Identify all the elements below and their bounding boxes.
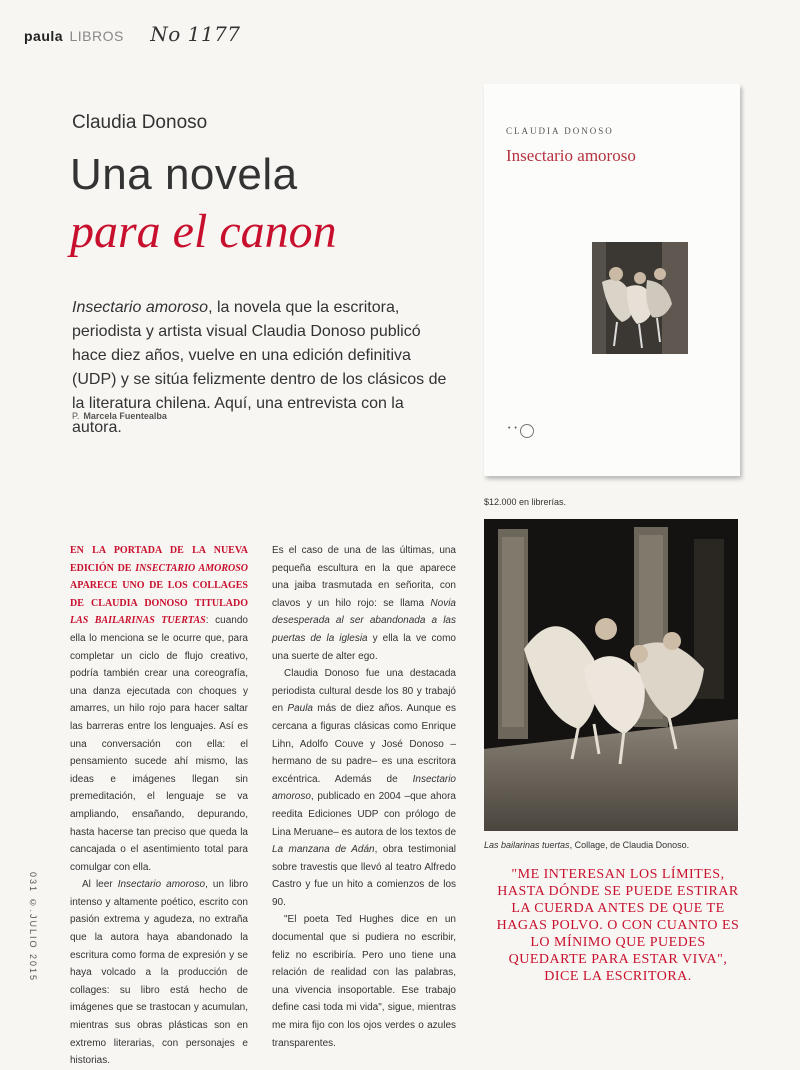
lead-in-caps: EN LA PORTADA DE LA NUEVA EDICIÓN DE INSECTARIO AMOROSO APARECE UNO DE LOS COLLAGES DE CLAUDIA DONOSO TITULADO LAS BAILARINAS TUERTAS [70, 545, 248, 627]
page-number-date: 031 ©.JULIO 2015 [28, 872, 38, 983]
body-paragraph: Claudia Donoso fue una destacada periodista cultural desde los 80 y trabajó en Paula más de diez años. Aunque es cercana a figuras clásicas como Enrique Lihn, Adolfo Couve y José Donoso –hermano de su padre– es una escritora excéntrica. Además de Insectario amoroso, publicado en 2004 –que ahora reedita Ediciones UDP con prólogo de Lina Meruane– es autora de los textos de La manzana de Adán, obra testimonial sobre travestis que llevó al teatro Alfredo Castro y fue un hito a comienzos de los 90. [272, 668, 457, 908]
byline-prefix: P. [72, 411, 80, 421]
lead-text: , la novela que la escritora, periodista y artista visual Claudia Donoso publicó hace diez años, vuelve en una edición definitiva (UDP) y se sitúa felizmente dentro de los clásicos de la literatura chilena. Aquí, una entrevista con la autora. [72, 299, 447, 436]
pull-quote: "ME INTERESAN LOS LÍMITES, HASTA DÓNDE SE PUEDE ESTIRAR LA CUERDA ANTES DE QUE TE HAGAS POLVO. O CON CUANTO ES LO MÍNIMO QUE PUEDES QUEDARTE PARA ESTAR VIVA", DICE LA ESCRITORA. [496, 867, 740, 984]
book-price: $12.000 en librerías. [484, 497, 567, 507]
byline-name: Marcela Fuentealba [83, 411, 167, 421]
byline [72, 411, 167, 421]
dancers-collage-illustration [484, 519, 738, 831]
article-title-line2: para el canon [70, 205, 337, 258]
photo-caption-text: , Collage, de Claudia Donoso. [569, 840, 690, 850]
magazine-brand: paula [24, 28, 64, 44]
book-cover-dots: • • [508, 425, 518, 432]
body-paragraph: "El poeta Ted Hughes dice en un documental que si pudiera no escribir, feliz no escribiría. Pero uno tiene una relación de realidad con las palabras, una vivencia insoportable. Ese trabajo define casi toda mi vida", sigue, mientras me mira fijo con los ojos verdes o azules transparentes. [272, 914, 456, 1049]
photo-caption [484, 840, 689, 850]
lead-book-title: Insectario amoroso [72, 299, 209, 316]
section-label: LIBROS [69, 28, 124, 44]
body-column-1 [70, 542, 248, 1070]
book-cover-title: Insectario amoroso [506, 146, 636, 165]
publisher-logo-icon [520, 424, 534, 438]
book-cover-author: CLAUDIA DONOSO [506, 126, 614, 136]
handwritten-note: No 1177 [150, 22, 241, 46]
collage-photo [484, 519, 738, 831]
article-author: Claudia Donoso [72, 112, 208, 133]
photo-caption-title: Las bailarinas tuertas [484, 840, 570, 850]
book-cover-image [592, 242, 688, 354]
article-title-line1: Una novela [70, 150, 298, 199]
body-paragraph: Es el caso de una de las últimas, una pequeña escultura en la que aparece una jaiba trasmutada en señorita, con clavos y un hilo rojo: se llama Novia desesperada al ser abandonada a las puertas de la iglesia y ella la ve como una suerte de alter ego. [272, 545, 456, 662]
body-paragraph: Al leer Insectario amoroso, un libro intenso y altamente poético, escrito con pasión extrema y agudeza, no extraña que la autora haya abandonado la escritura como forma de expresión y se haya volcado a la producción de collages: su libro está hecho de imágenes que se trastocan y acumulan, mientras sus obras plásticas son en extremo literarias, con personajes e historias. [70, 879, 249, 1067]
body-paragraph: EN LA PORTADA DE LA NUEVA EDICIÓN DE INSECTARIO AMOROSO APARECE UNO DE LOS COLLAGES DE CLAUDIA DONOSO TITULADO LAS BAILARINAS TUERTAS: cuando ella lo menciona se le ocurre que, para completar un ciclo de flujo creativo, podría también crear una coreografía, una danza ejecutada con choques y amarres, un hilo rojo para hacer saltar las barreras entre los lenguajes. Así es una conversación con ella: el pensamiento sucede ahí mismo, las ideas e imágenes llegan sin premeditación, el lenguaje se va ampliando, ensañando, depurando, hasta hacerse tan preciso que queda la cancajada o el asentimiento total para comulgar con ella. [70, 545, 248, 873]
body-column-2 [272, 542, 456, 1052]
magazine-header [24, 22, 241, 46]
dancers-thumbnail-illustration [592, 242, 688, 354]
book-cover [484, 84, 740, 476]
